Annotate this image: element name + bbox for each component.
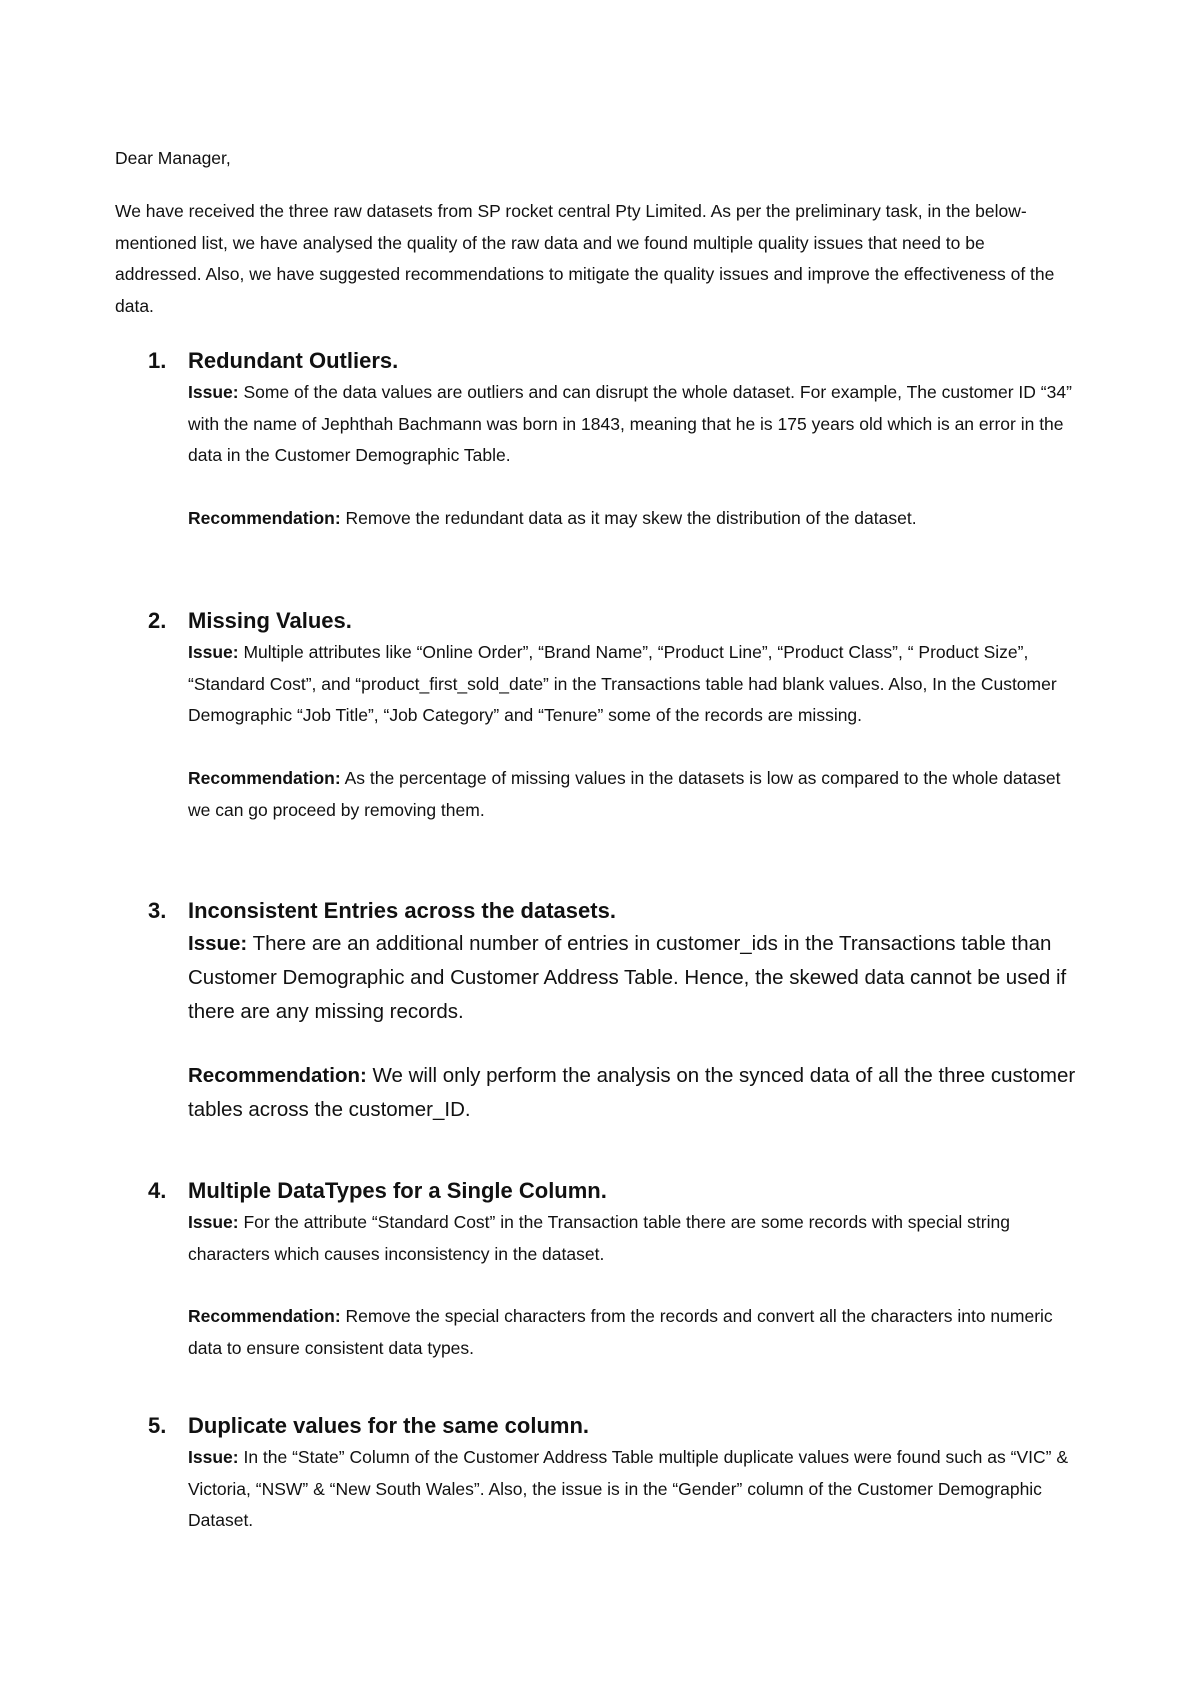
- section-title: Multiple DataTypes for a Single Column.: [188, 1178, 607, 1203]
- issue-paragraph: [188, 1207, 1078, 1270]
- section-multiple-datatypes: [148, 1175, 1078, 1365]
- recommendation-text: Remove the redundant data as it may skew the distribution of the dataset.: [345, 508, 917, 529]
- section-missing-values: [148, 605, 1078, 827]
- section-heading: [148, 605, 1078, 637]
- section-redundant-outliers: [148, 345, 1078, 535]
- issue-text: For the attribute “Standard Cost” in the Transaction table there are some records with special string characters which causes inconsistency in the dataset.: [188, 1212, 1010, 1264]
- section-number: 4.: [148, 1178, 167, 1203]
- recommendation-text: Remove the special characters from the records and convert all the characters into numeric data to ensure consistent data types.: [188, 1306, 1053, 1359]
- section-number: 3.: [148, 898, 167, 923]
- section-number: 1.: [148, 348, 167, 373]
- section-number: 5.: [148, 1413, 167, 1438]
- section-number: 2.: [148, 608, 167, 633]
- issue-paragraph: [188, 637, 1078, 732]
- recommendation-paragraph: [188, 1301, 1078, 1364]
- recommendation-paragraph: [188, 503, 1078, 535]
- issue-label: Issue:: [188, 932, 248, 955]
- section-title: Duplicate values for the same column.: [188, 1413, 590, 1438]
- issue-label: Issue:: [188, 1447, 239, 1467]
- section-title: Inconsistent Entries across the datasets.: [188, 898, 616, 923]
- salutation: Dear Manager,: [115, 148, 231, 168]
- section-title: Missing Values.: [188, 608, 352, 633]
- section-heading: [148, 1410, 1078, 1442]
- issue-label: Issue:: [188, 382, 239, 402]
- section-title: Redundant Outliers.: [188, 348, 399, 373]
- section-body: [188, 377, 1078, 535]
- section-body: [188, 1207, 1078, 1365]
- issue-paragraph: [188, 927, 1078, 1028]
- recommendation-paragraph: [188, 763, 1078, 826]
- recommendation-paragraph: [188, 1059, 1078, 1127]
- issue-text: Multiple attributes like “Online Order”, “Brand Name”, “Product Line”, “Product Class”, “ Product Size”, “Standard Cost”, and “product_first_sold_date” in the Transactions table had blank values. Also, In the Customer Demographic “Job Title”, “Job Category” and “Tenure” some of the records are missing.: [188, 642, 1057, 726]
- section-inconsistent-entries: [148, 895, 1078, 1127]
- issue-text: Some of the data values are outliers and can disrupt the whole dataset. For example, The customer ID “34” with the name of Jephthah Bachmann was born in 1843, meaning that he is 175 years old which is an error in the data in the Customer Demographic Table.: [188, 382, 1072, 466]
- section-heading: [148, 345, 1078, 377]
- issue-paragraph: [188, 377, 1078, 472]
- section-heading: [148, 895, 1078, 927]
- section-body: [188, 1442, 1078, 1537]
- section-heading: [148, 1175, 1078, 1207]
- section-body: [188, 927, 1078, 1127]
- recommendation-label: Recommendation:: [188, 768, 341, 789]
- recommendation-label: Recommendation:: [188, 508, 341, 529]
- issue-paragraph: [188, 1442, 1078, 1537]
- issue-text: There are an additional number of entries in customer_ids in the Transactions table than Customer Demographic and Customer Address Table. Hence, the skewed data cannot be used if there are any missing records.: [188, 932, 1067, 1023]
- issue-label: Issue:: [188, 1212, 239, 1232]
- issue-label: Issue:: [188, 642, 239, 662]
- section-body: [188, 637, 1078, 827]
- recommendation-text: We will only perform the analysis on the synced data of all the three customer tables across the customer_ID.: [188, 1064, 1076, 1122]
- recommendation-label: Recommendation:: [188, 1064, 367, 1088]
- section-duplicate-values: [148, 1410, 1078, 1537]
- recommendation-text: As the percentage of missing values in the datasets is low as compared to the whole dataset we can go proceed by removing them.: [188, 768, 1061, 820]
- issue-text: In the “State” Column of the Customer Address Table multiple duplicate values were found such as “VIC” & Victoria, “NSW” & “New South Wales”. Also, the issue is in the “Gender” column of the Customer Demographic Dataset.: [188, 1447, 1068, 1531]
- recommendation-label: Recommendation:: [188, 1306, 341, 1327]
- intro-paragraph: We have received the three raw datasets from SP rocket central Pty Limited. As per the preliminary task, in the below-mentioned list, we have analysed the quality of the raw data and we found multiple quality issues that need to be addressed. Also, we have suggested recommendations to mitigate the quality issues and improve the effectiveness of the data.: [115, 201, 1055, 316]
